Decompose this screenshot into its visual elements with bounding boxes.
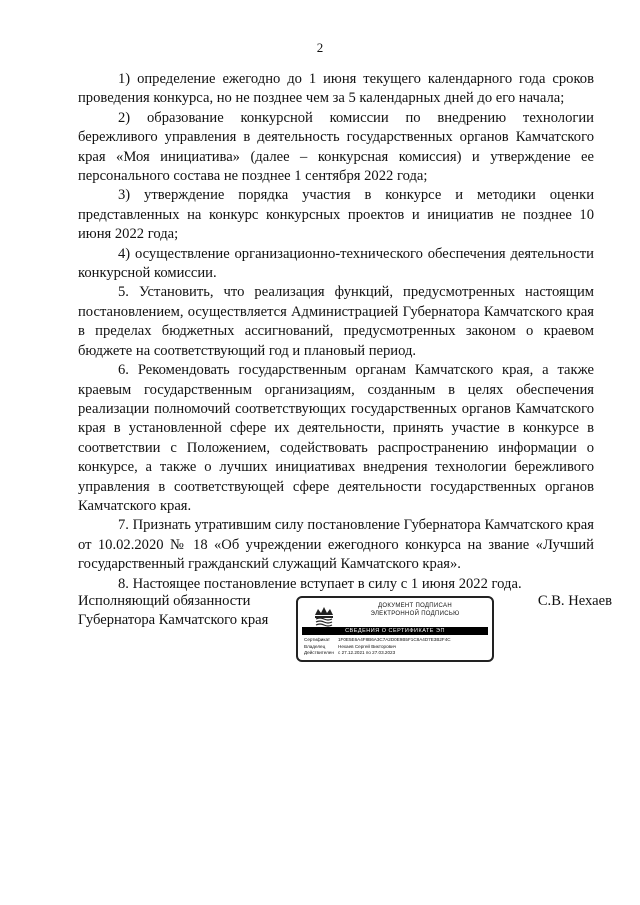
paragraph: 2) образование конкурсной комиссии по внедрению технологии бережливого управления в деятельность государственных органов Камчатского края «Моя инициатива» (далее – конкурсная комиссия) и утверждение ее персонального состава не позднее 1 сентября 2022 года; bbox=[78, 109, 594, 185]
electronic-signature-stamp bbox=[296, 596, 494, 662]
stamp-title: ДОКУМЕНТ ПОДПИСАН ЭЛЕКТРОННОЙ ПОДПИСЬЮ bbox=[370, 603, 460, 617]
stamp-row: Действителен с 27.12.2021 по 27.03.2023 bbox=[304, 650, 396, 656]
paragraph: 4) осуществление организационно-технического обеспечения деятельности конкурсной комиссии. bbox=[78, 245, 594, 282]
signatory-name: С.В. Нехаев bbox=[537, 593, 612, 609]
stamp-row: Сертификат 1F0E5E6A4F8B6A3C7A2D0E9B5F1C8A4D7E3B2F4C bbox=[304, 637, 451, 642]
signatory-position-line: Исполняющий обязанности bbox=[78, 593, 251, 609]
coat-of-arms-icon bbox=[312, 603, 336, 627]
stamp-band: СВЕДЕНИЯ О СЕРТИФИКАТЕ ЭП bbox=[302, 627, 488, 635]
paragraph: 8. Настоящее постановление вступает в силу с 1 июня 2022 года. bbox=[118, 575, 522, 592]
signatory-position bbox=[78, 592, 268, 630]
stamp-row: Владелец Нехаев Сергей Викторович bbox=[304, 643, 397, 649]
paragraph: 7. Признать утратившим силу постановление Губернатора Камчатского края от 10.02.2020 № 18 «Об учреждении ежегодного конкурса на звание «Лучший государственный гражданский служащий Камчатского края». bbox=[78, 517, 594, 573]
document-body bbox=[78, 70, 594, 594]
stamp-details bbox=[304, 637, 488, 657]
signatory-position-line: Губернатора Камчатского края bbox=[78, 612, 269, 628]
paragraph: 3) утверждение порядка участия в конкурсе и методики оценки представленных на конкурс конкурсных проектов и инициатив не позднее 10 июня 2022 года; bbox=[78, 187, 594, 243]
paragraph: 1) определение ежегодно до 1 июня текущего календарного года сроков проведения конкурса, но не позднее чем за 5 календарных дней до его начала; bbox=[78, 71, 594, 107]
page-number: 2 bbox=[316, 40, 324, 55]
paragraph: 6. Рекомендовать государственным органам Камчатского края, а также краевым государственным организациям, созданным в целях обеспечения реализации полномочий соответствующих государственных органов Камчатского края в установленной сфере их деятельности, принять участие в конкурсе в соответствии с Положением, содействовать распространению информации о конкурсе, а также о лучших инициативах внедрения технологии бережливого управления в соответствующей сфере деятельности государственных органов Камчатского края. bbox=[78, 362, 594, 514]
paragraph: 5. Установить, что реализация функций, предусмотренных настоящим постановлением, осуществляется Администрацией Губернатора Камчатского края в пределах бюджетных ассигнований, предусмотренных законом о краевом бюджете на соответствующий год и плановый период. bbox=[78, 284, 594, 359]
